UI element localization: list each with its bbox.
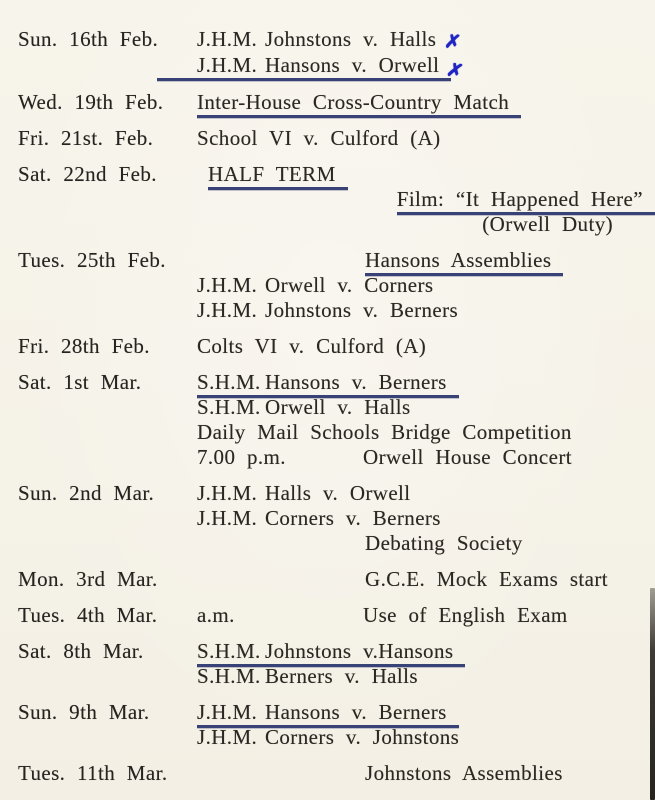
event-line-inner [197,126,441,150]
date-label: Sun. 16th Feb. [18,27,159,51]
schedule-row [18,603,647,628]
schedule-row [18,370,647,470]
schedule-row [18,481,647,556]
event-text: G.C.E. Mock Exams start [365,567,609,591]
event-line-inner [482,212,613,236]
event-text: Johnstons v.Hansons [265,639,454,663]
event-text: School VI v. Culford (A) [197,126,441,150]
row-events [197,27,647,84]
event-line-inner [197,395,411,419]
event-text: Orwell v. Corners [265,273,434,297]
event-line-inner [397,187,655,215]
date-label: Fri. 21st. Feb. [18,126,154,150]
event-text: Corners v. Berners [265,506,441,530]
match-level-label: S.H.M. [197,639,261,663]
event-line [197,506,647,531]
event-line [197,603,647,628]
event-line-inner [197,506,441,530]
event-text: Johnstons v. Halls [265,27,437,51]
event-line-inner [197,639,465,667]
schedule-row [18,162,647,237]
event-line [197,212,613,237]
event-line [197,481,647,506]
schedule-row [18,248,647,323]
event-text: Colts VI v. Culford (A) [197,334,427,358]
event-text: Corners v. Johnstons [265,725,460,749]
schedule-row [18,126,647,151]
schedule-row [18,639,647,689]
date-label: Mon. 3rd Mar. [18,567,158,591]
event-text: Hansons v. Berners [265,370,447,394]
row-events [197,126,647,151]
match-level-label: J.H.M. [197,700,258,724]
event-line [197,370,647,395]
date-label: Sat. 8th Mar. [18,639,144,663]
event-line [197,334,647,359]
match-level-label: 7.00 p.m. [197,445,286,469]
event-line [197,725,647,750]
event-line [197,395,647,420]
date-label: Sun. 2nd Mar. [18,481,155,505]
event-text: Hansons v. Orwell [265,53,440,77]
row-events [197,603,647,628]
event-text: (Orwell Duty) [482,212,613,236]
event-line-inner [197,725,459,749]
blue-pen-cross-icon: ✗ [443,30,463,54]
match-level-label: J.H.M. [197,506,258,530]
event-line [197,700,647,725]
event-line-inner [365,567,608,591]
row-events [197,567,647,592]
event-line-inner [365,248,563,276]
event-line-inner [365,531,523,555]
event-line [197,126,647,151]
event-line-inner [197,298,458,322]
date-label: Tues. 11th Mar. [18,761,168,785]
event-line-inner [197,700,459,728]
schedule-row [18,761,647,786]
date-label: Wed. 19th Feb. [18,90,164,114]
row-events [197,700,647,750]
schedule-row [18,334,647,359]
date-label: Sat. 22nd Feb. [18,162,157,186]
event-line-inner [365,761,563,785]
event-line-inner [197,27,436,51]
event-line-inner [197,370,459,398]
event-line [197,90,647,115]
event-line-inner [197,334,426,358]
row-events [197,248,647,323]
event-line [365,248,647,273]
event-line-inner [197,90,521,118]
event-line-inner [197,664,418,688]
event-text: Hansons v. Berners [265,700,447,724]
blue-pen-cross-icon: ✗ [444,59,466,84]
match-level-label: J.H.M. [197,27,258,51]
event-line [365,567,647,592]
event-line [197,445,647,470]
event-text: Debating Society [365,531,523,555]
match-level-label: J.H.M. [197,725,258,749]
match-level-label: S.H.M. [197,395,261,419]
event-line-inner [197,445,572,469]
event-text: Berners v. Halls [265,664,418,688]
match-level-label: J.H.M. [197,53,258,77]
event-text: Orwell House Concert [363,445,572,469]
row-events [197,639,647,689]
event-line-inner [197,273,434,297]
date-label: Sat. 1st Mar. [18,370,142,394]
event-line [197,273,647,298]
event-text: Inter-House Cross-Country Match [197,90,510,114]
row-events [197,162,647,237]
match-level-label: J.H.M. [197,273,258,297]
schedule-row [18,90,647,115]
row-events [197,761,647,786]
event-line [365,531,647,556]
event-text: Daily Mail Schools Bridge Competition [197,420,572,444]
date-label: Fri. 28th Feb. [18,334,150,358]
row-events [197,90,647,115]
match-level-label: J.H.M. [197,298,258,322]
scan-edge-shadow [650,588,655,800]
date-label: Sun. 9th Mar. [18,700,150,724]
event-text: Use of English Exam [363,603,568,627]
event-text: Johnstons v. Berners [265,298,459,322]
event-text: Film: “It Happened Here” [396,187,643,211]
event-text: Orwell v. Halls [265,395,411,419]
match-level-label: J.H.M. [197,481,258,505]
date-label: Tues. 25th Feb. [18,248,166,272]
event-line-inner [197,603,568,627]
schedule-row [18,27,647,84]
event-line [197,420,647,445]
event-line [365,761,647,786]
date-label: Tues. 4th Mar. [18,603,158,627]
row-events [197,370,647,470]
event-line-inner [208,162,348,190]
schedule-row [18,700,647,750]
match-level-label: a.m. [197,603,235,627]
event-line [208,162,647,187]
match-level-label: S.H.M. [197,664,261,688]
event-line [197,27,647,53]
event-line [197,187,643,212]
event-line-inner [197,481,411,505]
event-text: Hansons Assemblies [365,248,552,272]
event-line [197,53,647,84]
event-line-inner [197,420,572,444]
schedule [18,27,647,786]
event-text: Halls v. Orwell [265,481,411,505]
event-line [197,639,647,664]
match-level-label: S.H.M. [197,370,261,394]
event-line [197,298,647,323]
row-events [197,481,647,556]
row-events [197,334,647,359]
event-line [197,664,647,689]
event-text: Johnstons Assemblies [365,761,563,785]
event-text: HALF TERM [208,162,336,186]
event-line-inner [157,53,451,81]
schedule-row [18,567,647,592]
